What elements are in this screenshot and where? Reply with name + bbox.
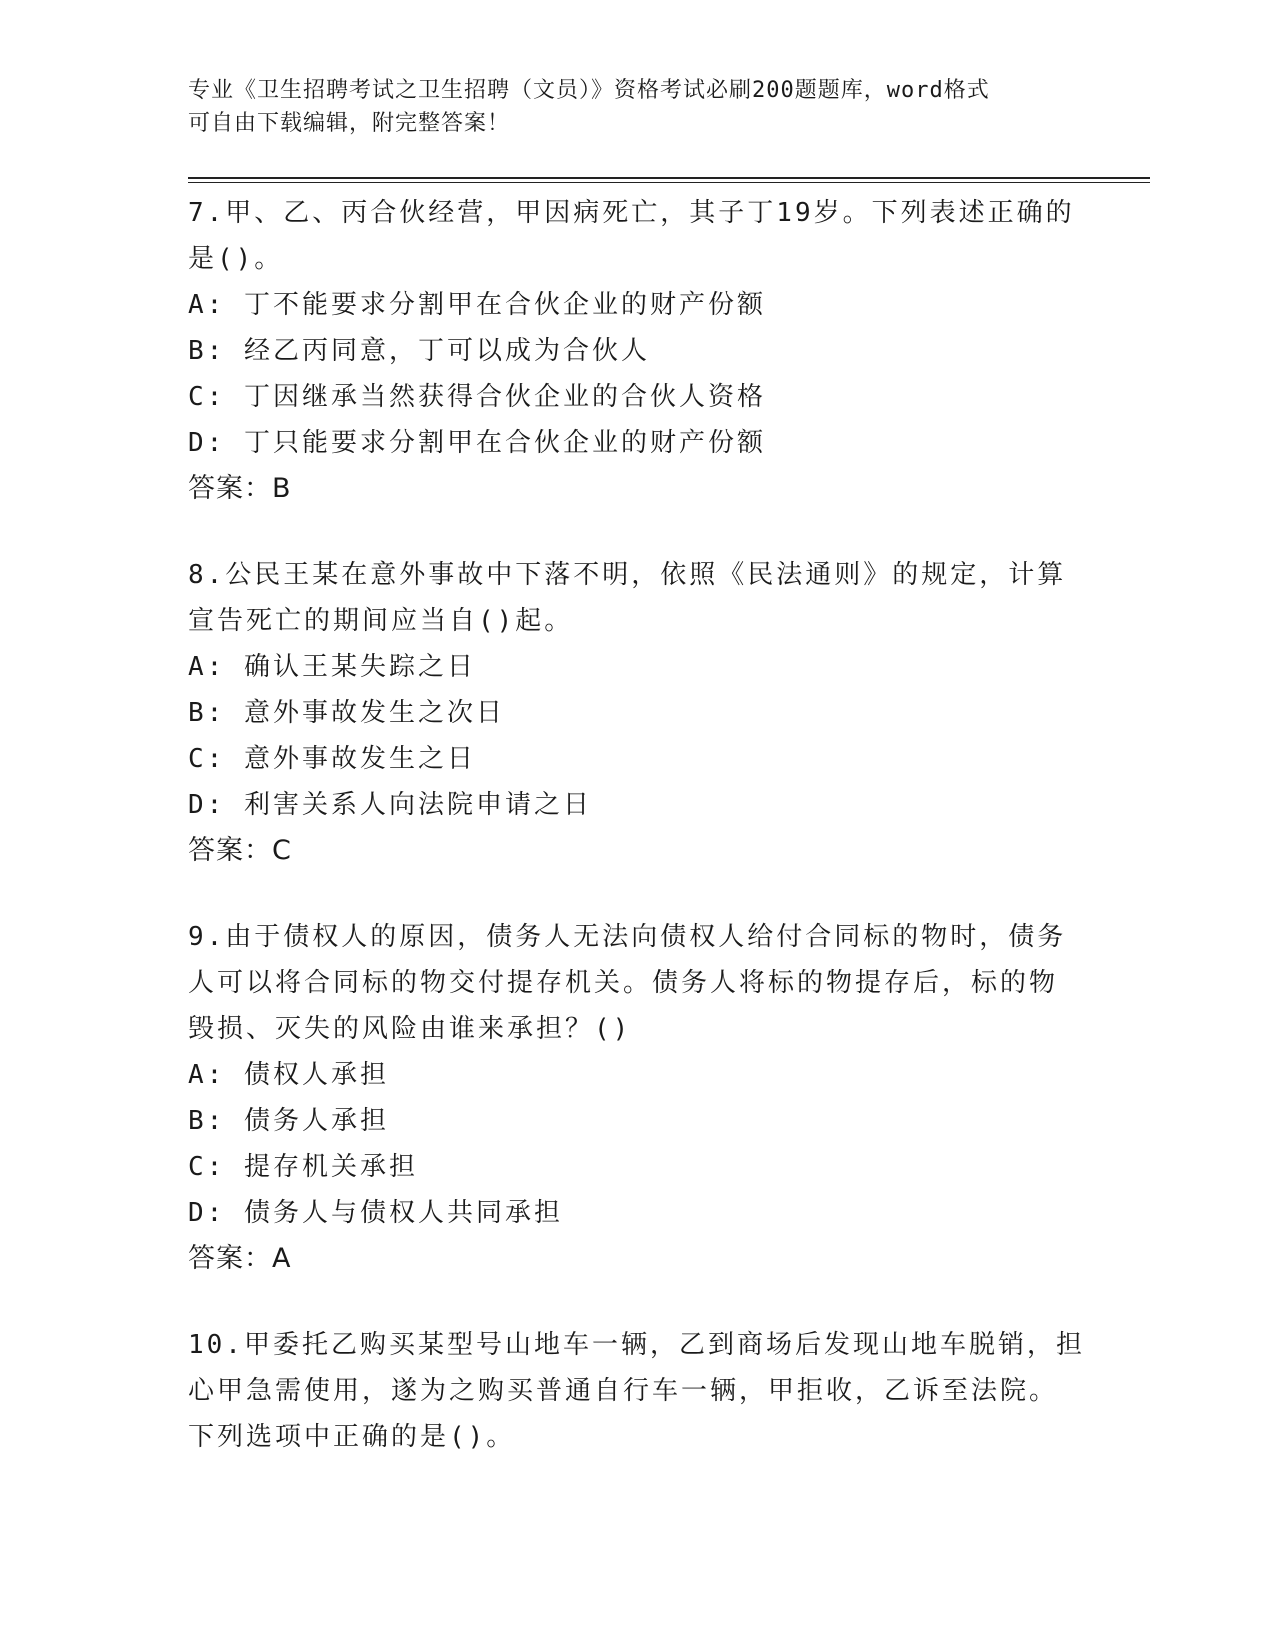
question-line: 9.由于债权人的原因，债务人无法向债权人给付合同标的物时，债务 xyxy=(188,922,1067,952)
question-text xyxy=(188,552,1088,644)
question-10 xyxy=(188,1322,1088,1460)
header-rule-thin xyxy=(188,182,1150,183)
answer: 答案：A xyxy=(188,1243,292,1274)
option-a: A: 确认王某失踪之日 xyxy=(188,652,476,682)
document-header xyxy=(188,74,1068,140)
option-c: C: 丁因继承当然获得合伙企业的合伙人资格 xyxy=(188,382,766,412)
header-line-1: 专业《卫生招聘考试之卫生招聘（文员）》资格考试必刷200题题库，word格式 xyxy=(188,78,990,103)
option-a: A: 丁不能要求分割甲在合伙企业的财产份额 xyxy=(188,290,766,320)
question-line: 宣告死亡的期间应当自()起。 xyxy=(188,606,574,636)
question-8 xyxy=(188,552,1088,874)
answer: 答案：C xyxy=(188,835,292,866)
option-c: C: 提存机关承担 xyxy=(188,1152,418,1182)
question-line: 毁损、灭失的风险由谁来承担？() xyxy=(188,1014,632,1044)
question-text xyxy=(188,190,1088,282)
option-c: C: 意外事故发生之日 xyxy=(188,744,476,774)
question-line: 10.甲委托乙购买某型号山地车一辆，乙到商场后发现山地车脱销，担 xyxy=(188,1330,1085,1360)
question-line: 8.公民王某在意外事故中下落不明，依照《民法通则》的规定，计算 xyxy=(188,560,1067,590)
option-d: D: 丁只能要求分割甲在合伙企业的财产份额 xyxy=(188,428,766,458)
question-line: 7.甲、乙、丙合伙经营，甲因病死亡，其子丁19岁。下列表述正确的 xyxy=(188,198,1075,228)
question-line: 心甲急需使用，遂为之购买普通自行车一辆，甲拒收，乙诉至法院。 xyxy=(188,1376,1059,1406)
question-text xyxy=(188,914,1088,1052)
option-b: B: 意外事故发生之次日 xyxy=(188,698,505,728)
option-b: B: 债务人承担 xyxy=(188,1106,389,1136)
question-list xyxy=(188,190,1088,1500)
question-7 xyxy=(188,190,1088,512)
header-line-2: 可自由下载编辑，附完整答案！ xyxy=(188,111,511,136)
option-d: D: 债务人与债权人共同承担 xyxy=(188,1198,563,1228)
option-d: D: 利害关系人向法院申请之日 xyxy=(188,790,592,820)
option-b: B: 经乙丙同意，丁可以成为合伙人 xyxy=(188,336,650,366)
answer: 答案：B xyxy=(188,473,292,504)
question-line: 下列选项中正确的是()。 xyxy=(188,1422,516,1452)
header-rule-thick xyxy=(188,177,1150,179)
question-line: 人可以将合同标的物交付提存机关。债务人将标的物提存后，标的物 xyxy=(188,968,1059,998)
question-text xyxy=(188,1322,1088,1460)
option-a: A: 债权人承担 xyxy=(188,1060,389,1090)
question-line: 是()。 xyxy=(188,244,284,274)
question-9 xyxy=(188,914,1088,1282)
